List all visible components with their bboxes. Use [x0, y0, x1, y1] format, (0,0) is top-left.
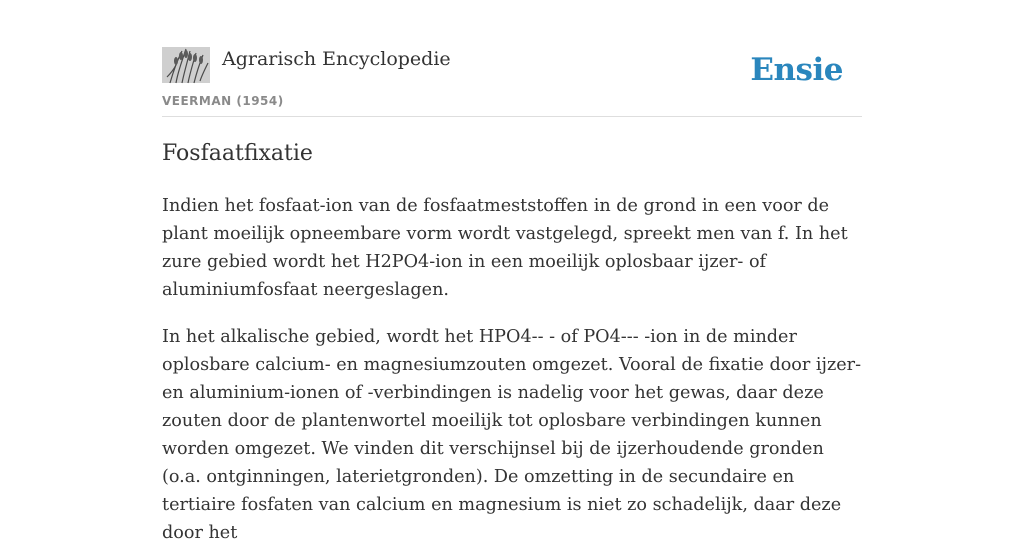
article: [162, 138, 862, 547]
article-paragraph: Indien het fosfaat-ion van de fosfaatmeststoffen in de grond in een voor de plant moeilijk opneembare vorm wordt vastgelegd, spreekt men van f. In het zure gebied wordt het H2PO4-ion in een moeilijk oplosbaar ijzer- of aluminiumfosfaat neergeslagen.: [162, 196, 848, 300]
wheat-thumbnail-icon[interactable]: [162, 47, 210, 83]
article-title: Fosfaatfixatie: [162, 141, 313, 166]
source-subtitle: VEERMAN (1954): [162, 94, 284, 108]
brand-logo-link[interactable]: Ensie: [750, 52, 843, 88]
source-header: [162, 44, 862, 117]
source-title[interactable]: Agrarisch Encyclopedie: [222, 48, 451, 70]
article-paragraph: In het alkalische gebied, wordt het HPO4-- - of PO4--- -ion in de minder oplosbare calcium- en magnesiumzouten omgezet. Vooral de fixatie door ijzer- en aluminium-ionen of -verbindingen is nadelig voor het gewas, daar deze zouten door de plantenwortel moeilijk tot oplosbare verbindingen kunnen worden omgezet. We vinden dit verschijnsel bij de ijzerhoudende gronden (o.a. ontginningen, laterietgronden). De omzetting in de secundaire en tertiaire fosfaten van calcium en magnesium is niet zo schadelijk, daar deze door het: [162, 327, 862, 543]
